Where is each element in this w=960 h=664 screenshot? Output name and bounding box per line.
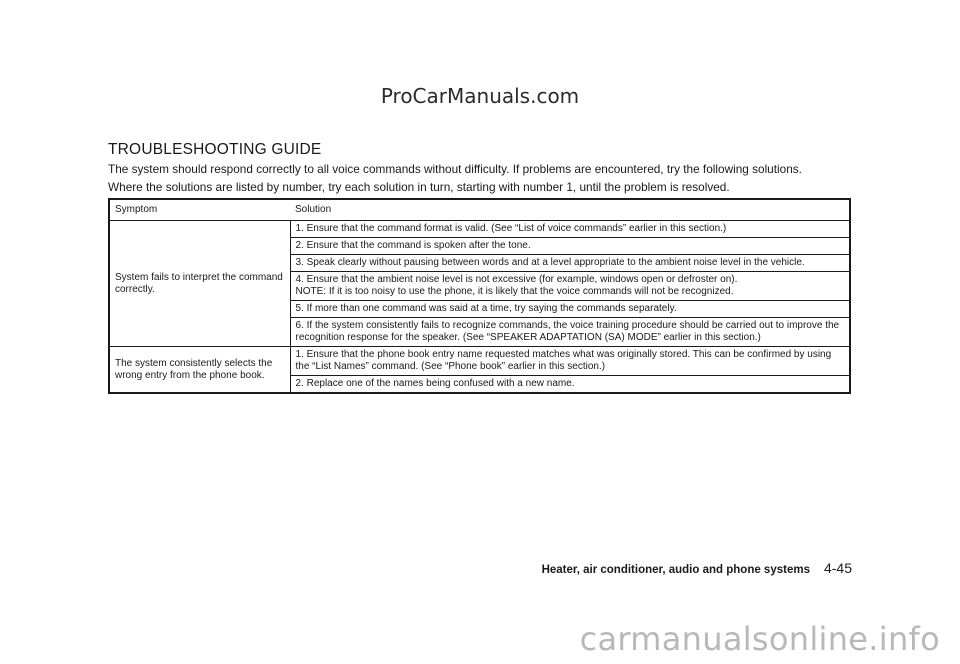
- table-header-row: [109, 199, 850, 221]
- solution-cell: [290, 272, 850, 301]
- intro-paragraph-1: The system should respond correctly to all voice commands without difficulty. If problems are encountered, try the following solutions.: [108, 162, 802, 176]
- solution-cell: 1. Ensure that the phone book entry name requested matches what was originally stored. This can be confirmed by using the “List Names” command. (See “Phone book” earlier in this section.): [290, 347, 850, 376]
- solution-cell: 1. Ensure that the command format is valid. (See “List of voice commands” earlier in this section.): [290, 221, 850, 238]
- section-title: TROUBLESHOOTING GUIDE: [108, 141, 322, 158]
- header-solution: Solution: [290, 199, 850, 221]
- intro-paragraph-2: Where the solutions are listed by number, try each solution in turn, starting with number 1, until the problem is resolved.: [108, 180, 730, 194]
- solution-cell: 2. Replace one of the names being confused with a new name.: [295, 378, 575, 389]
- table-row: [109, 347, 850, 376]
- symptom-cell: System fails to interpret the command correctly.: [109, 221, 290, 347]
- header-symptom: Symptom: [109, 199, 290, 221]
- chapter-title: Heater, air conditioner, audio and phone systems: [541, 564, 810, 576]
- page-number: 4-45: [823, 560, 852, 576]
- troubleshooting-table: [108, 198, 851, 394]
- watermark-top: ProCarManuals.com: [380, 84, 580, 108]
- solution-cell: 6. If the system consistently fails to recognize commands, the voice training procedure should be carried out to improve the recognition response for the speaker. (See “SPEAKER ADAPTATION (SA) MODE” earlier in this section.): [290, 318, 850, 347]
- watermark-bottom: carmanualsonline.info: [579, 620, 940, 658]
- page-footer: [542, 560, 852, 576]
- solution-text: 4. Ensure that the ambient noise level is not excessive (for example, windows open or defroster on).: [295, 274, 738, 285]
- table-row: [109, 221, 850, 238]
- solution-cell: 5. If more than one command was said at a time, try saying the commands separately.: [290, 301, 850, 318]
- solution-cell: 3. Speak clearly without pausing between words and at a level appropriate to the ambient noise level in the vehicle.: [290, 255, 850, 272]
- symptom-cell: The system consistently selects the wrong entry from the phone book.: [109, 347, 290, 394]
- solution-cell: 2. Ensure that the command is spoken after the tone.: [290, 238, 850, 255]
- solution-note: NOTE: If it is too noisy to use the phone, it is likely that the voice commands will not be recognized.: [295, 286, 734, 297]
